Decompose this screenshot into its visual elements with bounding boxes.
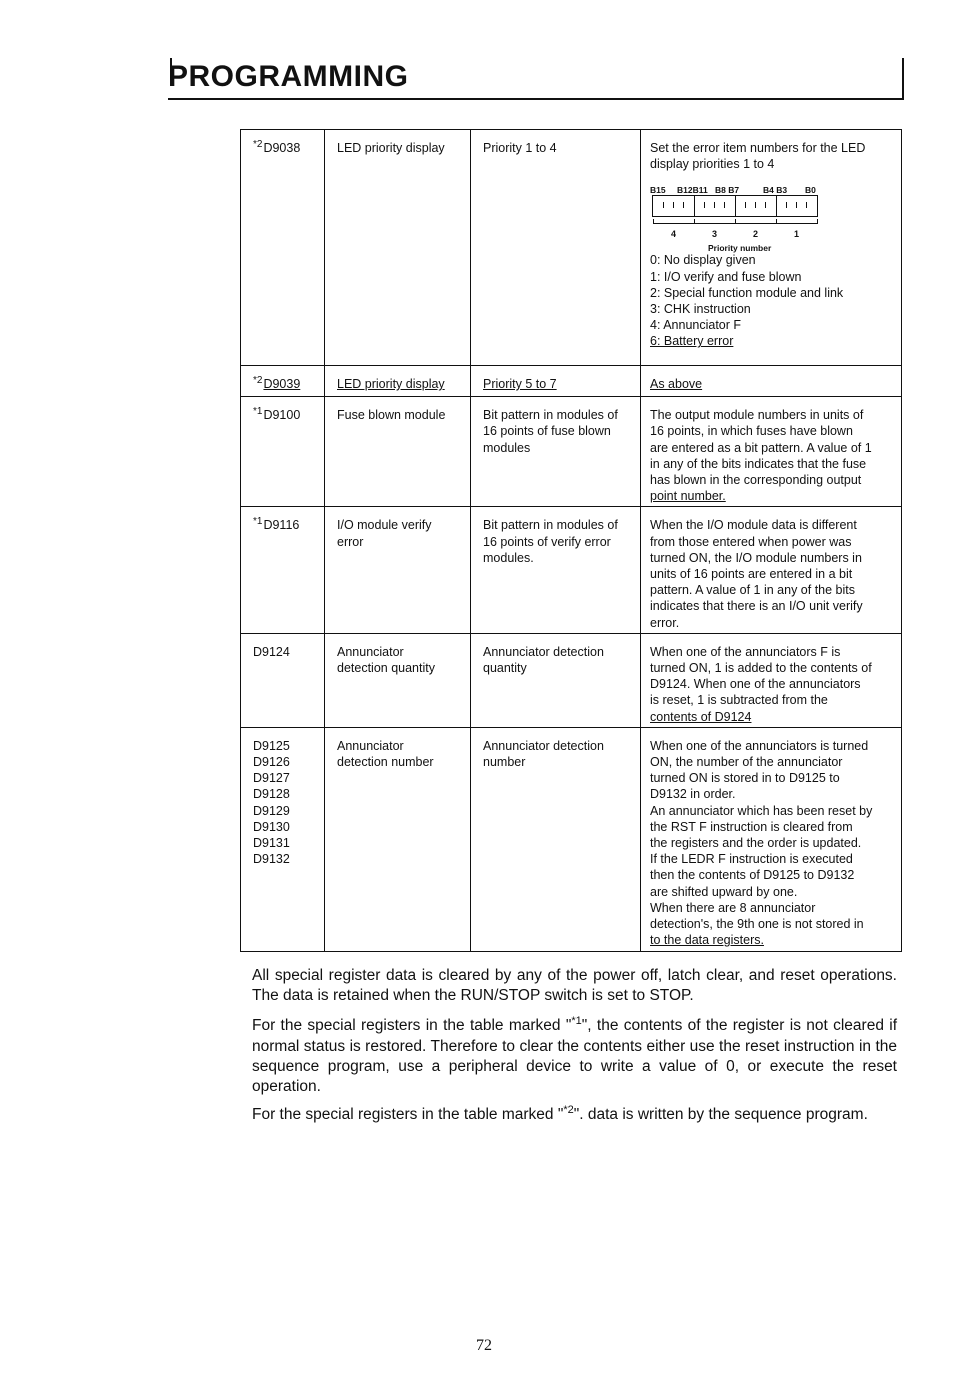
page-number: 72: [476, 1337, 492, 1354]
bit-tick: [724, 202, 725, 208]
explanation-cell: [641, 507, 902, 633]
explanation-line: the RST F instruction is cleared from: [650, 819, 853, 834]
register-mark: *1: [253, 406, 263, 418]
bit-tick: [745, 202, 746, 208]
bit-tick: [806, 202, 807, 208]
explanation-line: from those entered when power was: [650, 534, 852, 549]
code-line: 6: Battery error: [650, 334, 734, 349]
explanation-cell: [641, 397, 902, 507]
bit-tick: [714, 202, 715, 208]
name-cell: [325, 507, 471, 633]
section-title: PROGRAMMING: [168, 60, 409, 93]
code-line: 2: Special function module and link: [650, 285, 844, 300]
meaning-cell: [471, 727, 641, 951]
register-number: D9038: [263, 141, 301, 155]
meaning-line: quantity: [483, 661, 527, 676]
p3-text-before: For the special registers in the table marked ": [252, 1106, 564, 1123]
bit-tick: [704, 202, 705, 208]
register-line: D9125: [253, 738, 290, 753]
table-row: [241, 366, 902, 397]
priority-number: 3: [712, 229, 718, 240]
explanation-line: 16 points, in which fuses have blown: [650, 424, 853, 439]
register-number: D9100: [263, 408, 301, 423]
explanation-line: the registers and the order is updated.: [650, 836, 862, 851]
register-line: D9130: [253, 819, 290, 834]
register-cell: [241, 130, 325, 366]
bit-label: B8 B7: [715, 185, 740, 196]
explanation-line: turned ON, 1 is added to the contents of: [650, 661, 872, 676]
code-line: 3: CHK instruction: [650, 302, 751, 317]
explanation-line: turned ON is stored in to D9125 to: [650, 771, 840, 786]
p2-mark: *1: [571, 1015, 582, 1027]
name-line: detection number: [337, 755, 434, 770]
code-line: 1: I/O verify and fuse blown: [650, 269, 802, 284]
name-cell: [325, 366, 471, 397]
meaning-line: 16 points of verify error: [483, 534, 611, 549]
meaning-line: Bit pattern in modules of: [483, 408, 618, 423]
register-line: D9131: [253, 836, 290, 851]
nibble-brace: [776, 219, 818, 224]
explanation-cell: [641, 366, 902, 397]
bit-label: B0: [805, 185, 816, 196]
register-line: D9132: [253, 852, 290, 867]
explanation-line: D9124. When one of the annunciators: [650, 677, 861, 692]
meaning-line: number: [483, 755, 526, 770]
page-header: [168, 58, 904, 100]
meaning-line: Bit pattern in modules of: [483, 518, 618, 533]
header-right-tick: [902, 58, 904, 100]
explanation-line: are shifted upward by one.: [650, 884, 798, 899]
explanation-line: detection's, the 9th one is not stored in: [650, 917, 864, 932]
code-line: 4: Annunciator F: [650, 318, 742, 333]
explanation-line: When the I/O module data is different: [650, 518, 857, 533]
explanation-line: to the data registers.: [650, 933, 764, 948]
priority-caption: Priority number: [708, 243, 772, 254]
paragraph-clear-note: All special register data is cleared by any of the power off, latch clear, and reset operations. The data is retained when the RUN/STOP switch is set to STOP.: [252, 967, 897, 1004]
name-cell: [325, 727, 471, 951]
bit-tick: [765, 202, 766, 208]
explanation-line: display priorities 1 to 4: [650, 157, 775, 172]
name-line: detection quantity: [337, 661, 435, 676]
bit-label: B12B11: [677, 185, 708, 196]
p2-text-after: ", the contents of the register is not cleared if normal status is restored. Therefore to clear the contents either use the reset instruction in the sequence program, use a peripheral device to write a value of 0, or execute the reset operation.: [252, 1017, 897, 1095]
meaning-line: 16 points of fuse blown: [483, 424, 611, 439]
name-line: Annunciator: [337, 644, 404, 659]
meaning-line: modules: [483, 440, 531, 455]
register-line: D9129: [253, 803, 290, 818]
header-rule: [168, 98, 904, 100]
explanation-line: indicates that there is an I/O unit verify: [650, 599, 863, 614]
bit-tick: [755, 202, 756, 208]
nibble-brace: [694, 219, 736, 224]
explanation-line: If the LEDR F instruction is executed: [650, 852, 853, 867]
name-cell: [325, 633, 471, 727]
explanation-line: An annunciator which has been reset by: [650, 803, 873, 818]
nibble-divider: [776, 196, 777, 216]
explanation-line: When one of the annunciators is turned: [650, 738, 869, 753]
bit-tick: [683, 202, 684, 208]
bit-tick: [663, 202, 664, 208]
register-cell: [241, 727, 325, 951]
explanation-cell: [641, 130, 902, 366]
meaning-cell: [471, 507, 641, 633]
explanation-line: D9132 in order.: [650, 787, 736, 802]
p2-text-before: For the special registers in the table marked ": [252, 1017, 572, 1034]
paragraph-mark2-note: [252, 1105, 897, 1126]
bit-diagram: [650, 182, 850, 254]
explanation-text: As above: [650, 377, 703, 391]
special-register-table: [240, 129, 902, 952]
explanation-line: is reset, 1 is subtracted from the: [650, 693, 828, 708]
explanation-cell: [641, 633, 902, 727]
p3-text-after: ". data is written by the sequence program.: [573, 1106, 868, 1123]
explanation-line: contents of D9124: [650, 709, 752, 724]
code-line: 0: No display given: [650, 253, 756, 268]
bit-label: B15: [650, 185, 666, 196]
register-mark: *2: [253, 139, 263, 150]
explanation-line: When one of the annunciators F is: [650, 644, 841, 659]
meaning-cell: [471, 397, 641, 507]
table-row: [241, 507, 902, 633]
explanation-line: in any of the bits indicates that the fuse: [650, 456, 867, 471]
nibble-brace: [653, 219, 695, 224]
meaning-line: Annunciator detection: [483, 738, 604, 753]
meaning-text: Priority 5 to 7: [483, 377, 557, 391]
table-row: [241, 633, 902, 727]
nibble-divider: [694, 196, 695, 216]
name-line: I/O module verify: [337, 518, 432, 533]
explanation-line: error.: [650, 615, 680, 630]
register-line: D9128: [253, 787, 290, 802]
meaning-line: Annunciator detection: [483, 644, 604, 659]
meaning-cell: [471, 366, 641, 397]
register-mark: *2: [253, 375, 263, 386]
register-number: D9116: [263, 518, 300, 533]
explanation-line: When there are 8 annunciator: [650, 900, 816, 915]
name-cell: Fuse blown module: [325, 397, 471, 507]
register-line: D9127: [253, 771, 290, 786]
table-row: [241, 130, 902, 366]
paragraph-mark1-note: [252, 1016, 897, 1097]
register-cell: [241, 366, 325, 397]
priority-number: 4: [671, 229, 677, 240]
meaning-cell: Priority 1 to 4: [471, 130, 641, 366]
table-row: [241, 727, 902, 951]
meaning-cell: [471, 633, 641, 727]
bit-tick: [786, 202, 787, 208]
explanation-line: units of 16 points are entered in a bit: [650, 567, 853, 582]
priority-number: 1: [794, 229, 800, 240]
register-number: D9039: [263, 377, 301, 391]
explanation-line: then the contents of D9125 to D9132: [650, 868, 855, 883]
register-cell: D9124: [241, 633, 325, 727]
p3-mark: *2: [563, 1104, 574, 1116]
register-line: D9126: [253, 755, 290, 770]
explanation-cell: [641, 727, 902, 951]
name-cell: LED priority display: [325, 130, 471, 366]
bit-tick: [673, 202, 674, 208]
register-cell: [241, 397, 325, 507]
explanation-line: has blown in the corresponding output: [650, 473, 862, 488]
bit-tick: [796, 202, 797, 208]
explanation-line: pattern. A value of 1 in any of the bits: [650, 583, 855, 598]
name-line: error: [337, 534, 364, 549]
register-cell: [241, 507, 325, 633]
explanation-line: are entered as a bit pattern. A value of 1: [650, 440, 872, 455]
priority-number: 2: [753, 229, 759, 240]
explanation-line: turned ON, the I/O module numbers in: [650, 550, 862, 565]
explanation-line: point number.: [650, 489, 726, 504]
name-line: Annunciator: [337, 738, 404, 753]
name-text: LED priority display: [337, 377, 445, 391]
explanation-line: ON, the number of the annunciator: [650, 755, 843, 770]
nibble-divider: [735, 196, 736, 216]
register-mark: *1: [253, 516, 263, 528]
meaning-line: modules.: [483, 550, 534, 565]
explanation-line: Set the error item numbers for the LED: [650, 141, 866, 155]
nibble-brace: [735, 219, 777, 224]
bit-register-box: [652, 195, 818, 217]
bit-label: B4 B3: [763, 185, 788, 196]
table-row: [241, 397, 902, 507]
explanation-line: The output module numbers in units of: [650, 408, 864, 423]
